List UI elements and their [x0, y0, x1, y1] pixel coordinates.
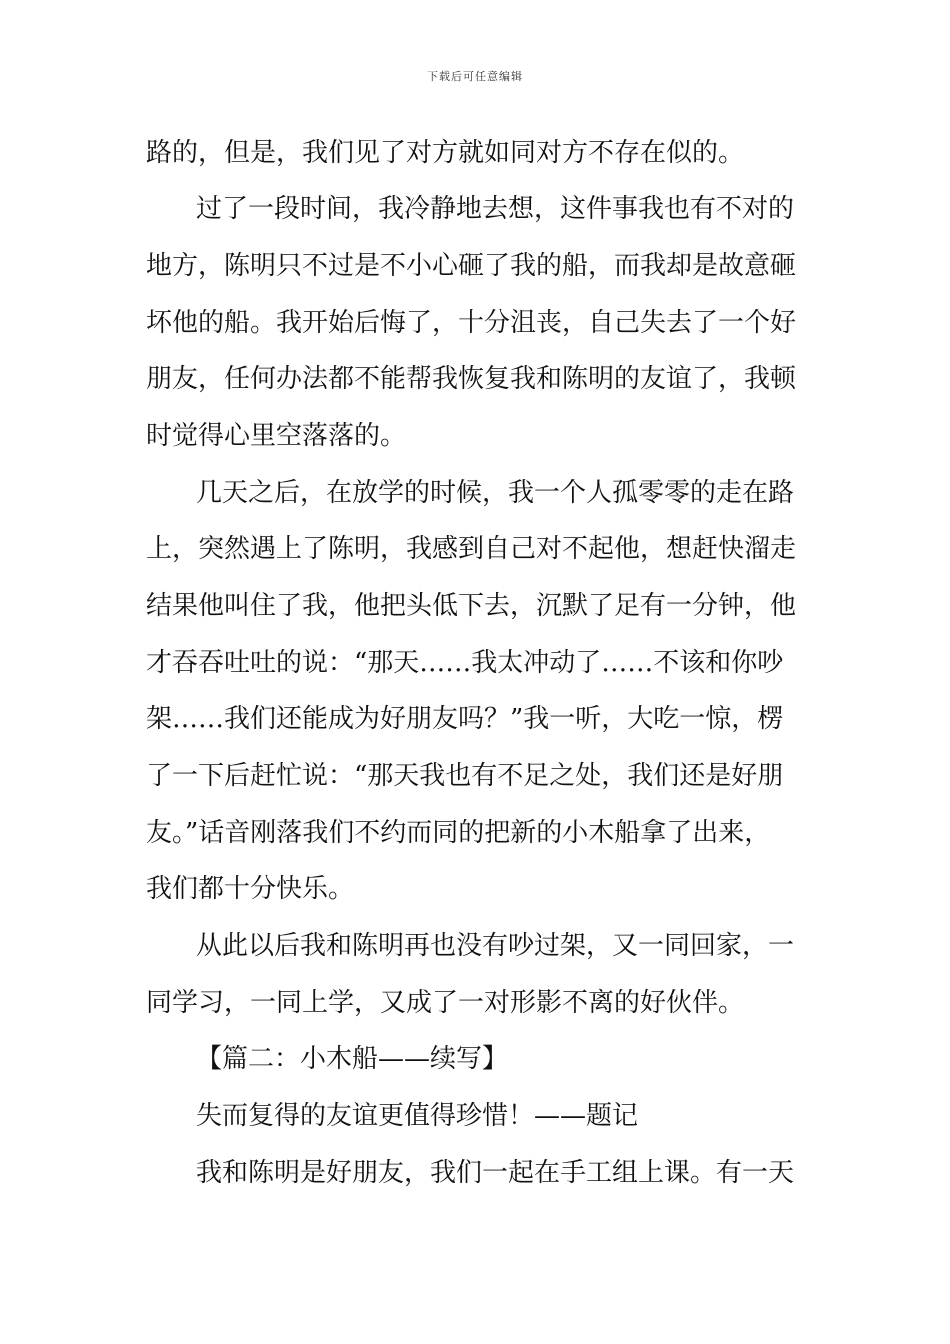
text-line: 同学习，一同上学，又成了一对形影不离的好伙伴。 — [146, 988, 745, 1018]
text-line: 朋友，任何办法都不能帮我恢复我和陈明的友谊了，我顿 — [146, 364, 797, 394]
text-line: 我们都十分快乐。 — [146, 874, 355, 904]
text-line: 才吞吞吐吐的说：“那天……我太冲动了……不该和你吵 — [146, 648, 784, 678]
text-line: 几天之后，在放学的时候，我一个人孤零零的走在路 — [196, 478, 795, 508]
text-line: 坏他的船。我开始后悔了，十分沮丧，自己失去了一个好 — [146, 308, 797, 338]
text-line: 结果他叫住了我，他把头低下去，沉默了足有一分钟，他 — [146, 591, 797, 621]
epigraph: 失而复得的友谊更值得珍惜！——题记 — [196, 1101, 639, 1131]
text-line: 地方，陈明只不过是不小心砸了我的船，而我却是故意砸 — [146, 251, 797, 281]
section-heading: 【篇二：小木船——续写】 — [196, 1044, 509, 1074]
text-line: 架……我们还能成为好朋友吗？”我一听，大吃一惊，楞 — [146, 704, 784, 734]
text-line: 上，突然遇上了陈明，我感到自己对不起他，想赶快溜走 — [146, 534, 797, 564]
text-line: 友。”话音刚落我们不约而同的把新的小木船拿了出来， — [146, 818, 771, 848]
text-line: 路的，但是，我们见了对方就如同对方不存在似的。 — [146, 138, 745, 168]
text-line: 时觉得心里空落落的。 — [146, 421, 407, 451]
page-header: 下载后可任意编辑 — [427, 70, 523, 83]
text-line: 过了一段时间，我冷静地去想，这件事我也有不对的 — [196, 194, 795, 224]
text-line: 了一下后赶忙说：“那天我也有不足之处，我们还是好朋 — [146, 761, 784, 791]
text-line: 我和陈明是好朋友，我们一起在手工组上课。有一天 — [196, 1158, 795, 1188]
text-line: 从此以后我和陈明再也没有吵过架，又一同回家，一 — [196, 931, 795, 961]
